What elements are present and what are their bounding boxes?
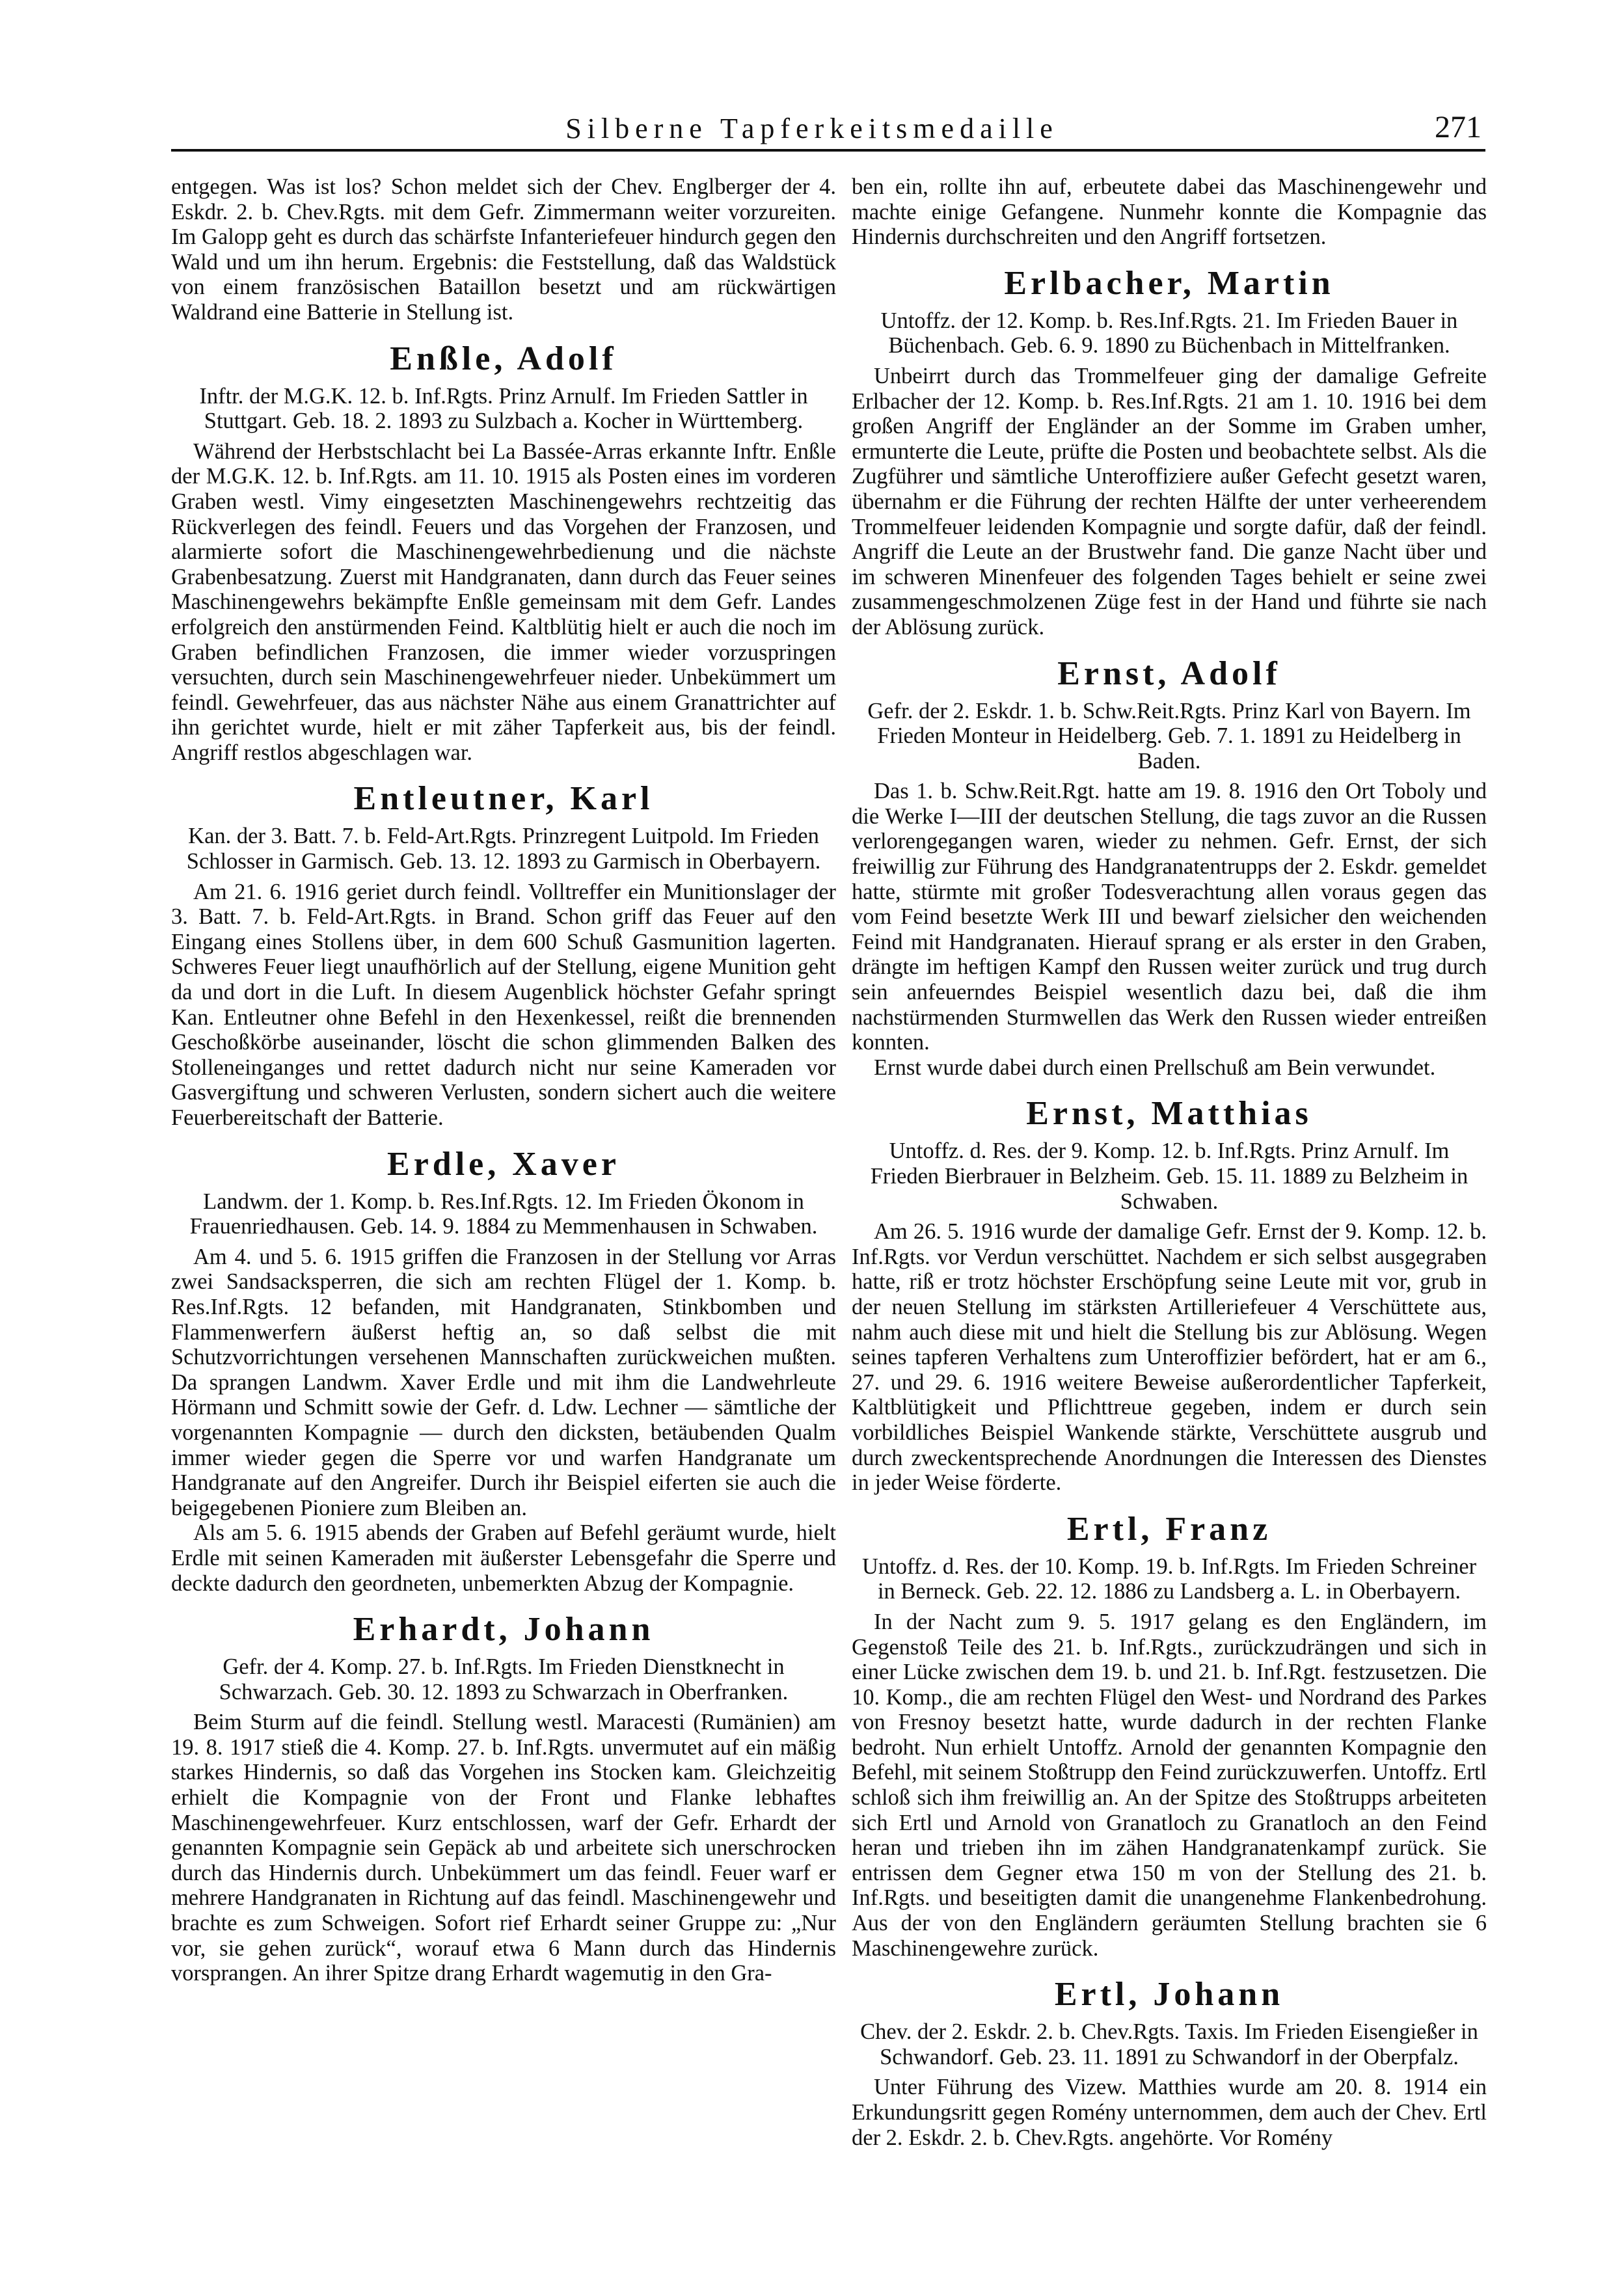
entry-name: Erlbacher, Martin: [1004, 264, 1334, 302]
continuation-text: ben ein, rollte ihn auf, erbeutete dabei das Maschinengewehr und machte einige Gefangene. Nunmehr konnte die Kompagnie das Hindernis durchschreiten und den Angriff fortsetzen.: [852, 174, 1487, 250]
running-title: Silberne Tapferkeitsmedaille: [565, 113, 1059, 144]
entry-info: Kan. der 3. Batt. 7. b. Feld-Art.Rgts. Prinzregent Luitpold. Im Frieden Schlosser in Garmisch. Geb. 13. 12. 1893 zu Garmisch in Oberbayern.: [186, 824, 821, 874]
continuation-text: entgegen. Was ist los? Schon meldet sich der Chev. Englberger der 4. Eskdr. 2. b. Chev.Rgts. mit dem Gefr. Zimmermann weiter vorzureiten. Im Galopp geht es durch das schärfste Infanteriefeuer hindurch gegen den Wald und um ihn herum. Ergebnis: die Feststellung, daß das Waldstück von einem französischen Bataillon besetzt und am rückwärtigen Waldrand eine Batterie in Stellung ist.: [171, 174, 836, 325]
entry-name: Entleutner, Karl: [353, 780, 654, 818]
entry-body: In der Nacht zum 9. 5. 1917 gelang es den Engländern, im Gegenstoß Teile des 21. b. Inf.Rgts., zurückzudrängen und sich in einer Lücke zwischen dem 19. b. und 21. b. Inf.Rgt. festzusetzen. Die 10. Komp., die am rechten Flügel den West- und Nordrand des Parkes von Fresnoy besetzt hatte, wurde dadurch in der rechten Flanke bedroht. Nun erhielt Untoffz. Arnold der genannten Kompagnie den Befehl, mit seinem Stoßtrupp den Feind zurückzuwerfen. Untoffz. Ertl schloß sich ihm freiwillig an. An der Spitze des Stoßtrupps arbeiteten sich Ertl und Arnold von Granatloch zu Granatloch an den Feind heran und trieben ihn im zähen Handgranatenkampf zurück. Sie entrissen dem Gegner etwa 150 m von der Stellung des 21. b. Inf.Rgts. und beseitigten damit die unangenehme Flankenbedrohung. Aus der von den Engländern geräumten Stellung brachten sie 6 Maschinengewehre zurück.: [852, 1609, 1487, 1961]
entry-name: Enßle, Adolf: [390, 340, 617, 377]
entry-name: Ernst, Matthias: [1026, 1095, 1312, 1133]
entry-info: Gefr. der 4. Komp. 27. b. Inf.Rgts. Im Frieden Dienstknecht in Schwarzach. Geb. 30. 12. 1893 zu Schwarzach in Oberfranken.: [219, 1654, 789, 1704]
entry-name: Erhardt, Johann: [353, 1611, 655, 1649]
entry-info: Chev. der 2. Eskdr. 2. b. Chev.Rgts. Taxis. Im Frieden Eisengießer in Schwandorf. Geb. 23. 11. 1891 zu Schwandorf in der Oberpfalz.: [860, 2019, 1478, 2069]
entry-body: Am 26. 5. 1916 wurde der damalige Gefr. Ernst der 9. Komp. 12. b. Inf.Rgts. vor Verdun verschüttet. Nachdem er sich selbst ausgegraben hatte, riß er trotz höchster Erschöpfung seine Leute mit vor, grub in der neuen Stellung im stärksten Artilleriefeuer 4 Verschüttete aus, nahm auch diese mit und hielt die Stellung bis zur Ablösung. Wegen seines tapferen Verhaltens zum Unteroffizier befördert, hat er am 6., 27. und 29. 6. 1916 weitere Beweise außerordentlicher Tapferkeit, Kaltblütigkeit und Pflichttreue gegeben, indem er durch sein vorbildliches Beispiel Wankende stärkte, Verschüttete ausgrub und durch zweckentsprechende Anordnungen die Interessen des Dienstes in jeder Weise förderte.: [852, 1219, 1487, 1496]
entry-name: Ernst, Adolf: [1057, 654, 1281, 692]
entry-body: Am 4. und 5. 6. 1915 griffen die Franzosen in der Stellung vor Arras zwei Sandsacksperren, die sich am rechten Flügel der 1. Komp. b. Res.Inf.Rgts. 12 befanden, mit Handgranaten, Stinkbomben und Flammenwerfern äußerst heftig an, so daß selbst die mit Schutzvorrichtungen versehenen Mannschaften zurückweichen mußten. Da sprangen Landwm. Xaver Erdle und mit ihm die Landwehrleute Hörmann und Schmitt sowie der Gefr. d. Ldw. Lechner — sämtliche der vorgenannten Kompagnie — durch den dicksten, betäubenden Qualm immer wieder gegen die Sperre vor und warfen Handgranate um Handgranate auf den Angreifer. Durch ihr Beispiel eiferten sie auch die beigegebenen Pioniere zum Bleiben an.: [171, 1244, 836, 1520]
entry-info: Inftr. der M.G.K. 12. b. Inf.Rgts. Prinz Arnulf. Im Frieden Sattler in Stuttgart. Geb. 18. 2. 1893 zu Sulzbach a. Kocher in Württemberg.: [199, 383, 808, 434]
right-column: [852, 174, 1487, 2150]
entry-body: Am 21. 6. 1916 geriet durch feindl. Volltreffer ein Munitionslager der 3. Batt. 7. b. Feld-Art.Rgts. in Brand. Schon griff das Feuer auf den Eingang eines Stollens über, in dem 600 Schuß Gasmunition lagerten. Schweres Feuer liegt unaufhörlich auf der Stellung, eigene Munition geht da und dort in die Luft. In diesem Augenblick höchster Gefahr springt Kan. Entleutner ohne Befehl in den Hexenkessel, reißt die brennenden Geschoßkörbe auseinander, löscht die schon glimmenden Balken des Stolleneinganges und rettet dadurch nicht nur seine Kameraden vor Gasvergiftung und schweren Verlusten, sondern sichert auch die weitere Feuerbereitschaft der Batterie.: [171, 879, 836, 1130]
entry-body: Unter Führung des Vizew. Matthies wurde am 20. 8. 1914 ein Erkundungsritt gegen Romény unternommen, dem auch der Chev. Ertl der 2. Eskdr. 2. b. Chev.Rgts. angehörte. Vor Romény: [852, 2075, 1487, 2150]
entry-info: Gefr. der 2. Eskdr. 1. b. Schw.Reit.Rgts. Prinz Karl von Bayern. Im Frieden Monteur in Heidelberg. Geb. 7. 1. 1891 zu Heidelberg in Baden.: [867, 698, 1471, 774]
entry-name: Ertl, Johann: [1054, 1976, 1284, 2014]
entry-body: Unbeirrt durch das Trommelfeuer ging der damalige Gefreite Erlbacher der 12. Komp. b. Res.Inf.Rgts. 21 am 1. 10. 1916 bei dem großen Angriff der Engländer an der Somme im Graben umher, ermunterte die Leute, prüfte die Posten und beobachtete selbst. Als die Zugführer und sämtliche Unteroffiziere außer Gefecht gesetzt waren, übernahm er die Führung der rechten Hälfte der unter verheerendem Trommelfeuer leidenden Kompagnie und sorgte dafür, daß der feindl. Angriff die Leute an der Brustwehr fand. Die ganze Nacht über und im schweren Minenfeuer des folgenden Tages behielt er seine zwei zusammengeschmolzenen Züge fest in der Hand und führte sie nach der Ablösung zurück.: [852, 363, 1487, 640]
left-column: [171, 174, 836, 1986]
entry-body: Als am 5. 6. 1915 abends der Graben auf Befehl geräumt wurde, hielt Erdle mit seinen Kameraden mit äußerster Lebensgefahr die Sperre und deckte dadurch den geordneten, unbemerkten Abzug der Kompagnie.: [171, 1520, 836, 1596]
entry-info: Untoffz. der 12. Komp. b. Res.Inf.Rgts. 21. Im Frieden Bauer in Büchenbach. Geb. 6. 9. 1890 zu Büchenbach in Mittelfranken.: [880, 308, 1458, 358]
entry-info: Landwm. der 1. Komp. b. Res.Inf.Rgts. 12. Im Frieden Ökonom in Frauenriedhausen. Geb. 14. 9. 1884 zu Memmenhausen in Schwaben.: [189, 1189, 818, 1239]
entry-body: Während der Herbstschlacht bei La Bassée-Arras erkannte Inftr. Enßle der M.G.K. 12. b. Inf.Rgts. am 11. 10. 1915 als Posten eines im vorderen Graben westl. Vimy eingesetzten Maschinengewehrs rechtzeitig das Rückverlegen des feindl. Feuers und das Vorgehen der Franzosen, und alarmierte sofort die Maschinengewehrbedienung und die nächste Grabenbesatzung. Zuerst mit Handgranaten, dann durch das Feuer seines Maschinengewehrs bekämpfte Enßle gemeinsam mit dem Gefr. Landes erfolgreich den anstürmenden Feind. Kaltblütig hielt er auch die noch im Graben befindlichen Franzosen, die immer wieder vorzuspringen versuchten, durch sein Maschinengewehrfeuer nieder. Unbekümmert um feindl. Gewehrfeuer, das aus nächster Nähe aus einem Granattrichter auf ihn gerichtet wurde, hielt er mit zäher Tapferkeit aus, bis der feindl. Angriff restlos abgeschlagen war.: [171, 438, 836, 765]
header-rule: [171, 149, 1485, 152]
entry-name: Ertl, Franz: [1066, 1510, 1272, 1548]
entry-body: Das 1. b. Schw.Reit.Rgt. hatte am 19. 8. 1916 den Ort Toboly und die Werke I—III der deutschen Stellung, die tags zuvor an die Russen verlorengegangen waren, wieder zu nehmen. Gefr. Ernst, der sich freiwillig zur Führung des Handgranatentrupps der 2. Eskdr. gemeldet hatte, stürmte mit großer Todesverachtung allen voraus gegen das vom Feind besetzte Werk III und bewarf zielsicher den weichenden Feind mit Handgranaten. Hierauf sprang er als erster in den Graben, drängte im heftigen Kampf den Russen weiter zurück und trug durch sein anfeuerndes Beispiel wesentlich dazu bei, daß die ihm nachstürmenden Sturmwellen das Werk den Russen wieder entreißen konnten.: [852, 779, 1487, 1055]
entry-info: Untoffz. d. Res. der 9. Komp. 12. b. Inf.Rgts. Prinz Arnulf. Im Frieden Bierbrauer in Belzheim. Geb. 15. 11. 1889 zu Belzheim in Schwaben.: [870, 1138, 1468, 1214]
entry-info: Untoffz. d. Res. der 10. Komp. 19. b. Inf.Rgts. Im Frieden Schreiner in Berneck. Geb. 22. 12. 1886 zu Landsberg a. L. in Oberbayern.: [861, 1554, 1477, 1604]
entry-body: Ernst wurde dabei durch einen Prellschuß am Bein verwundet.: [874, 1055, 1436, 1080]
page-number: 271: [1435, 110, 1482, 144]
entry-name: Erdle, Xaver: [387, 1145, 620, 1183]
entry-body: Beim Sturm auf die feindl. Stellung westl. Maracesti (Rumänien) am 19. 8. 1917 stieß die 4. Komp. 27. b. Inf.Rgts. unvermutet auf ein mäßig starkes Hindernis, so daß das Vorgehen ins Stocken kam. Gleichzeitig erhielt die Kompagnie von der Front und Flanke lebhaftes Maschinengewehrfeuer. Kurz entschlossen, warf der Gefr. Erhardt der genannten Kompagnie sein Gepäck ab und arbeitete sich unerschrocken durch das Hindernis durch. Unbekümmert um das feindl. Feuer warf er mehrere Handgranaten in Richtung auf das feindl. Maschinengewehr und brachte es zum Schweigen. Sofort rief Erhardt seiner Gruppe zu: „Nur vor, sie gehen zurück“, worauf etwa 6 Mann durch das Hindernis vorsprangen. An ihrer Spitze drang Erhardt wagemutig in den Gra-: [171, 1710, 836, 1986]
